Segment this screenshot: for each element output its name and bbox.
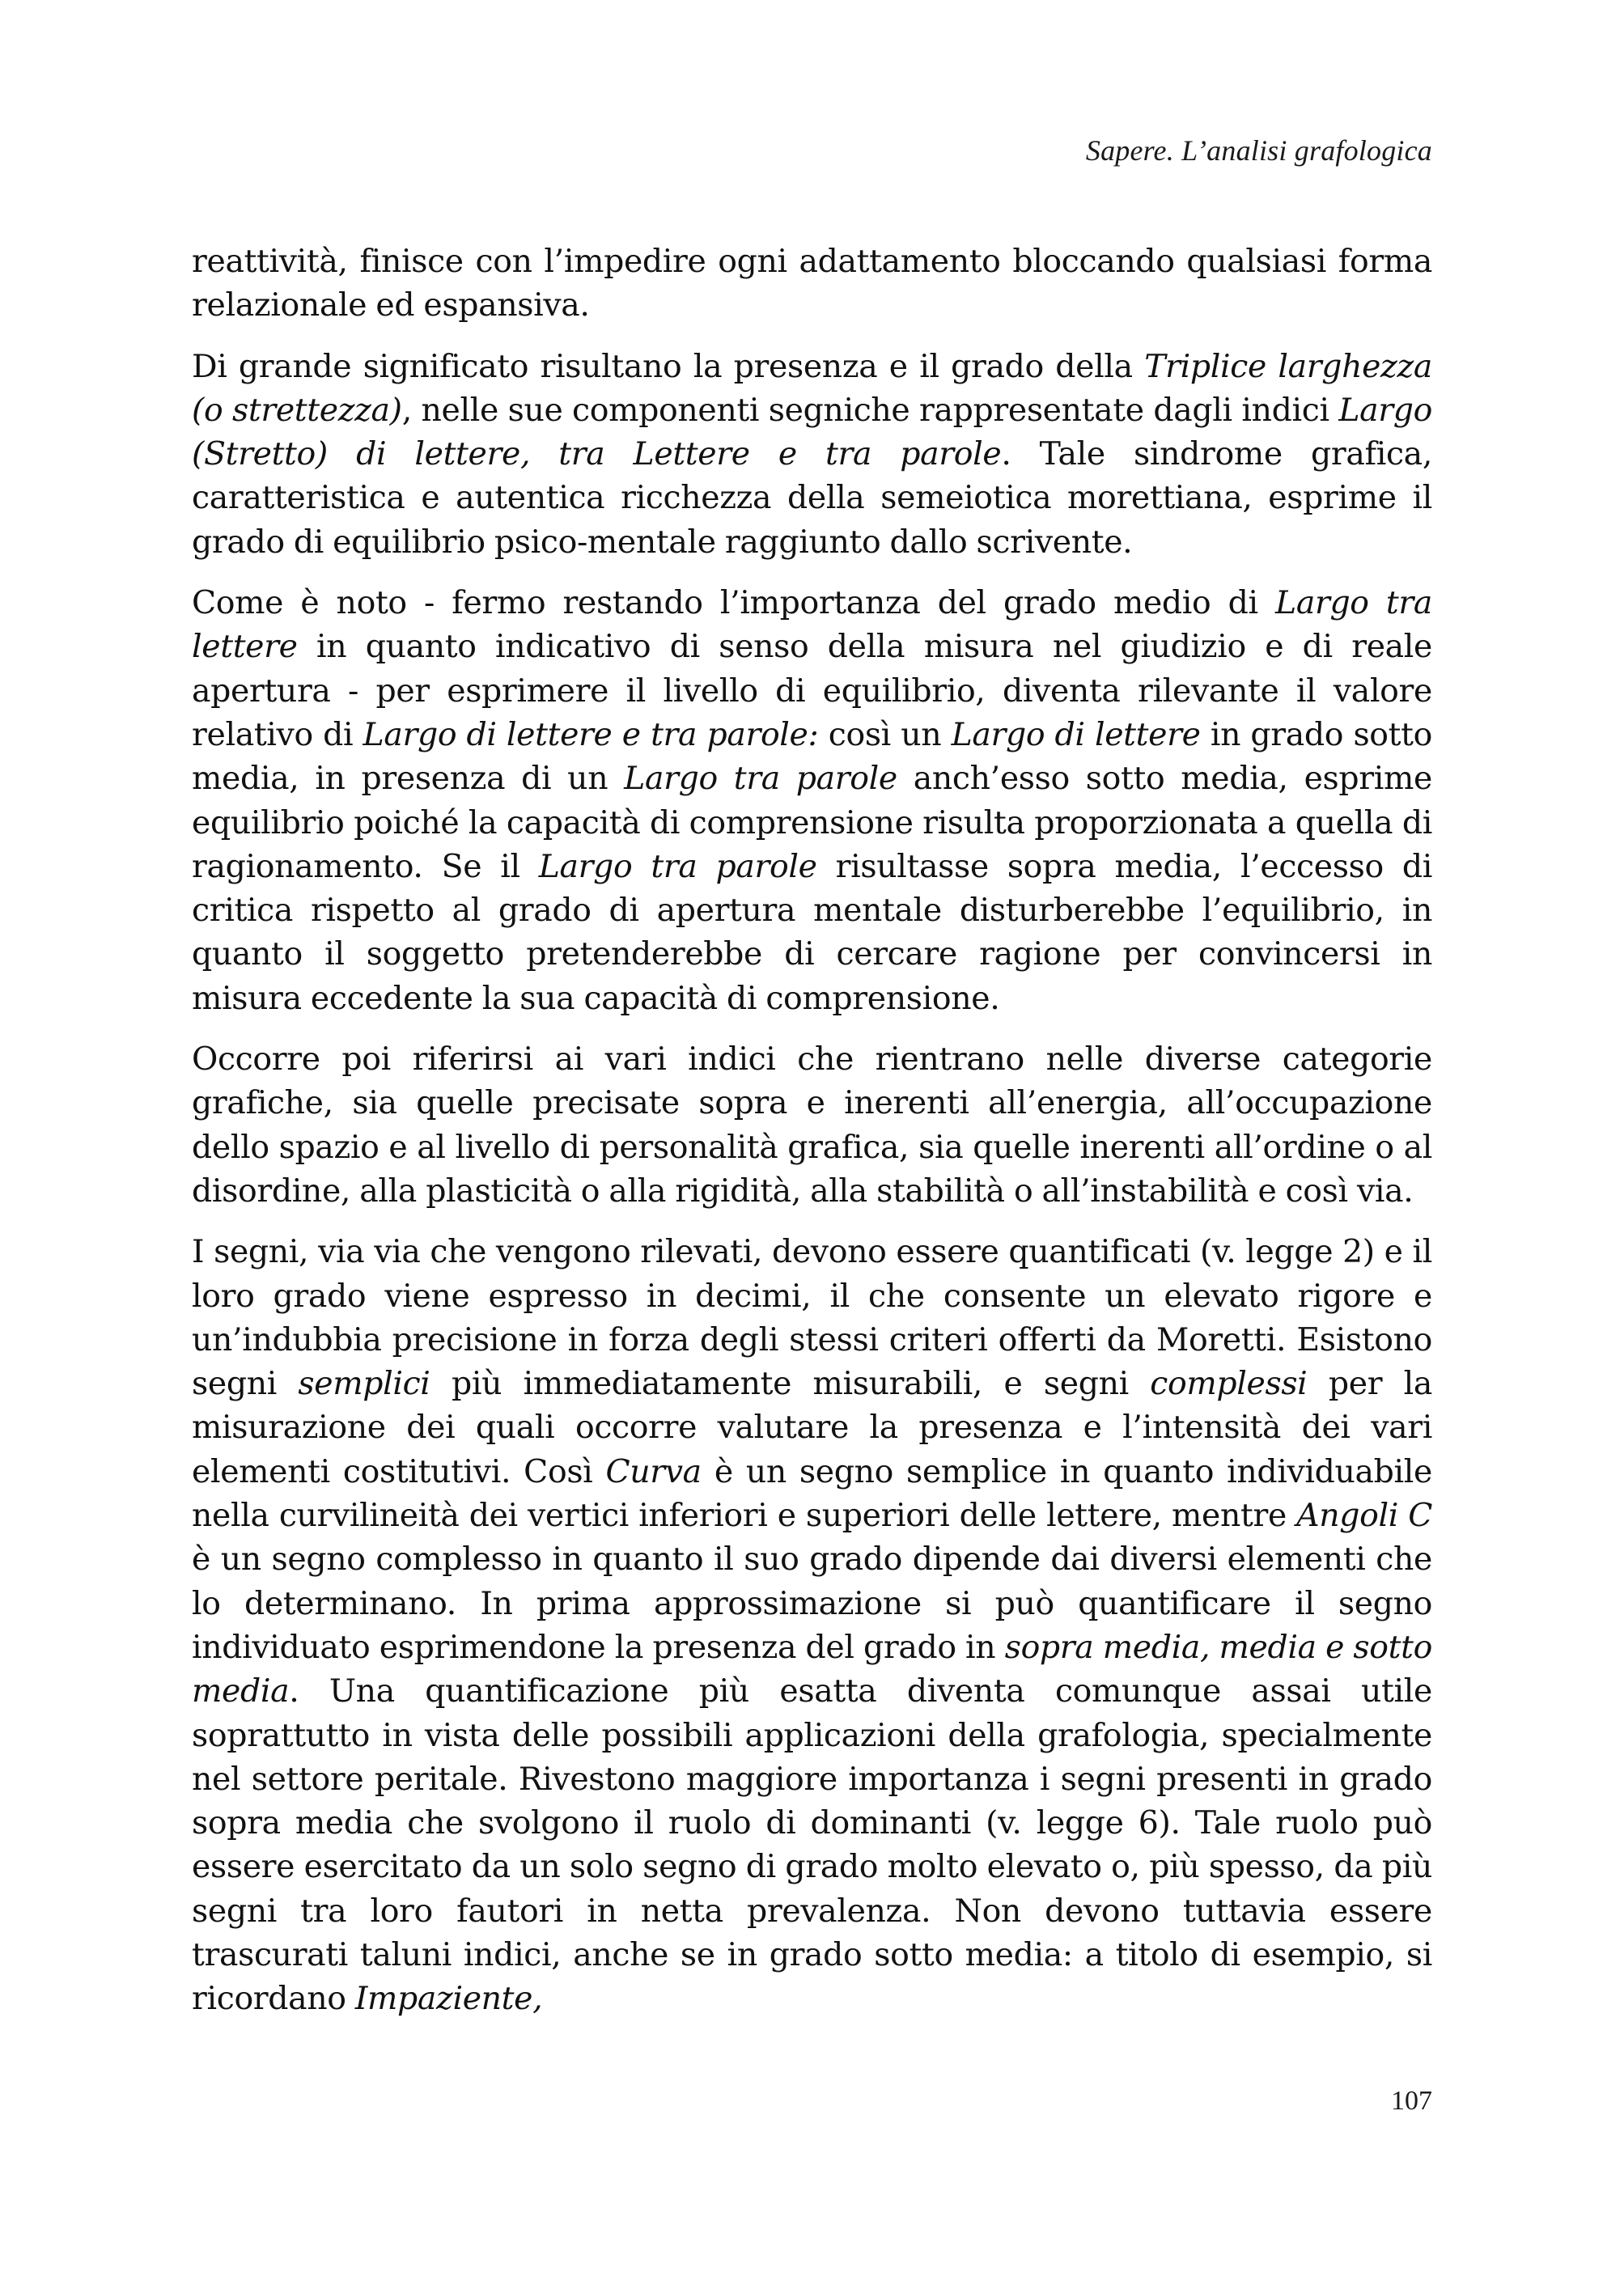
- text-run: . Una quantificazione più esatta diventa comunque assai utile soprattutto in vista delle possibili applicazioni della grafologia, specialmente nel settore peritale. Rivestono maggiore importanza i segni presenti in grado sopra media che svolgono il ruolo di dominanti (v. legge 6). Tale ruolo può essere esercitato da un solo segno di grado molto elevato o, più spesso, da più segni tra loro fautori in netta prevalenza. Non devono tuttavia essere trascurati taluni indici, anche se in grado sotto media: a titolo di esempio, si ricordano: [192, 1672, 1432, 2018]
- text-run: Di grande significato risultano la presenza e il grado della: [192, 347, 1145, 385]
- text-run: Occorre poi riferirsi ai vari indici che rientrano nelle diverse categorie grafiche, sia quelle precisate sopra e inerenti all’energia, all’occupazione dello spazio e al livello di personalità grafica, sia quelle inerenti all’ordine o al disordine, alla plasticità o alla rigidità, alla stabilità o all’instabilità e così via.: [192, 1041, 1432, 1210]
- text-run: . Tale sindrome grafica, caratteristica e autentica ricchezza della semeiotica morettiana, esprime il grado di equilibrio psico-mentale raggiunto dallo scrivente.: [192, 435, 1432, 561]
- paragraph: [192, 1037, 1432, 1213]
- text-run: più immediatamente misurabili, e segni: [430, 1365, 1151, 1403]
- italic-term: complessi: [1150, 1365, 1308, 1403]
- text-run: anch’esso sotto media, esprime equilibrio poiché la capacità di comprensione risulta proporzionata a quella di ragionamento. Se il: [192, 760, 1432, 885]
- italic-term: Largo tra lettere: [192, 584, 1433, 666]
- text-run: così un: [818, 715, 952, 753]
- text-run: è un segno semplice in quanto individuabile nella curvilineità dei vertici inferiori e superiori delle lettere, mentre: [192, 1452, 1432, 1535]
- italic-term: Largo di lettere e tra parole:: [363, 715, 819, 753]
- italic-term: semplici: [298, 1365, 430, 1403]
- italic-term: Largo tra parole: [538, 847, 817, 885]
- italic-term: Triplice larghezza (o strettezza): [192, 347, 1432, 429]
- running-header: Sapere. L’analisi grafologica: [1085, 134, 1432, 167]
- italic-term: Largo (Stretto) di lettere, tra Lettere e tra parole: [192, 391, 1432, 473]
- body-text: [192, 239, 1432, 2038]
- italic-term: Largo di lettere: [951, 715, 1201, 753]
- text-run: è un segno complesso in quanto il suo grado dipende dai diversi elementi che lo determinano. In prima approssimazione si può quantificare il segno individuato esprimendone la presenza del grado in: [192, 1541, 1432, 1666]
- italic-term: sopra media, media e sotto media: [192, 1628, 1432, 1710]
- text-run: I segni, via via che vengono rilevati, devono essere quantificati (v. legge 2) e il loro grado viene espresso in decimi, il che consente un elevato rigore e un’indubbia precisione in forza degli stessi criteri offerti da Moretti. Esistono segni: [192, 1233, 1432, 1403]
- italic-term: Angoli C: [1296, 1497, 1432, 1535]
- paragraph: [192, 345, 1432, 564]
- paragraph: [192, 239, 1432, 328]
- text-run: risultasse sopra media, l’eccesso di critica rispetto al grado di apertura mentale disturberebbe l’equilibrio, in quanto il soggetto pretenderebbe di cercare ragione per convincersi in misura eccedente la sua capacità di comprensione.: [192, 847, 1432, 1017]
- text-run: in quanto indicativo di senso della misura nel giudizio e di reale apertura - per esprimere il livello di equilibrio, diventa rilevante il valore relativo di: [192, 628, 1432, 753]
- page-number: 107: [1391, 2086, 1432, 2116]
- text-run: in grado sotto media, in presenza di un: [192, 715, 1432, 798]
- text-run: per la misurazione dei quali occorre valutare la presenza e l’intensità dei vari elementi costitutivi. Così: [192, 1365, 1433, 1490]
- paragraph: [192, 1230, 1432, 2020]
- paragraph: [192, 581, 1432, 1020]
- text-run: Come è noto - fermo restando l’importanza del grado medio di: [192, 584, 1276, 622]
- italic-term: Impaziente,: [354, 1980, 543, 2018]
- text-run: , nelle sue componenti segniche rappresentate dagli indici: [401, 391, 1339, 429]
- text-run: reattività, finisce con l’impedire ogni adattamento bloccando qualsiasi forma relazionale ed espansiva.: [192, 243, 1432, 324]
- italic-term: Curva: [605, 1452, 702, 1490]
- italic-term: Largo tra parole: [624, 760, 897, 798]
